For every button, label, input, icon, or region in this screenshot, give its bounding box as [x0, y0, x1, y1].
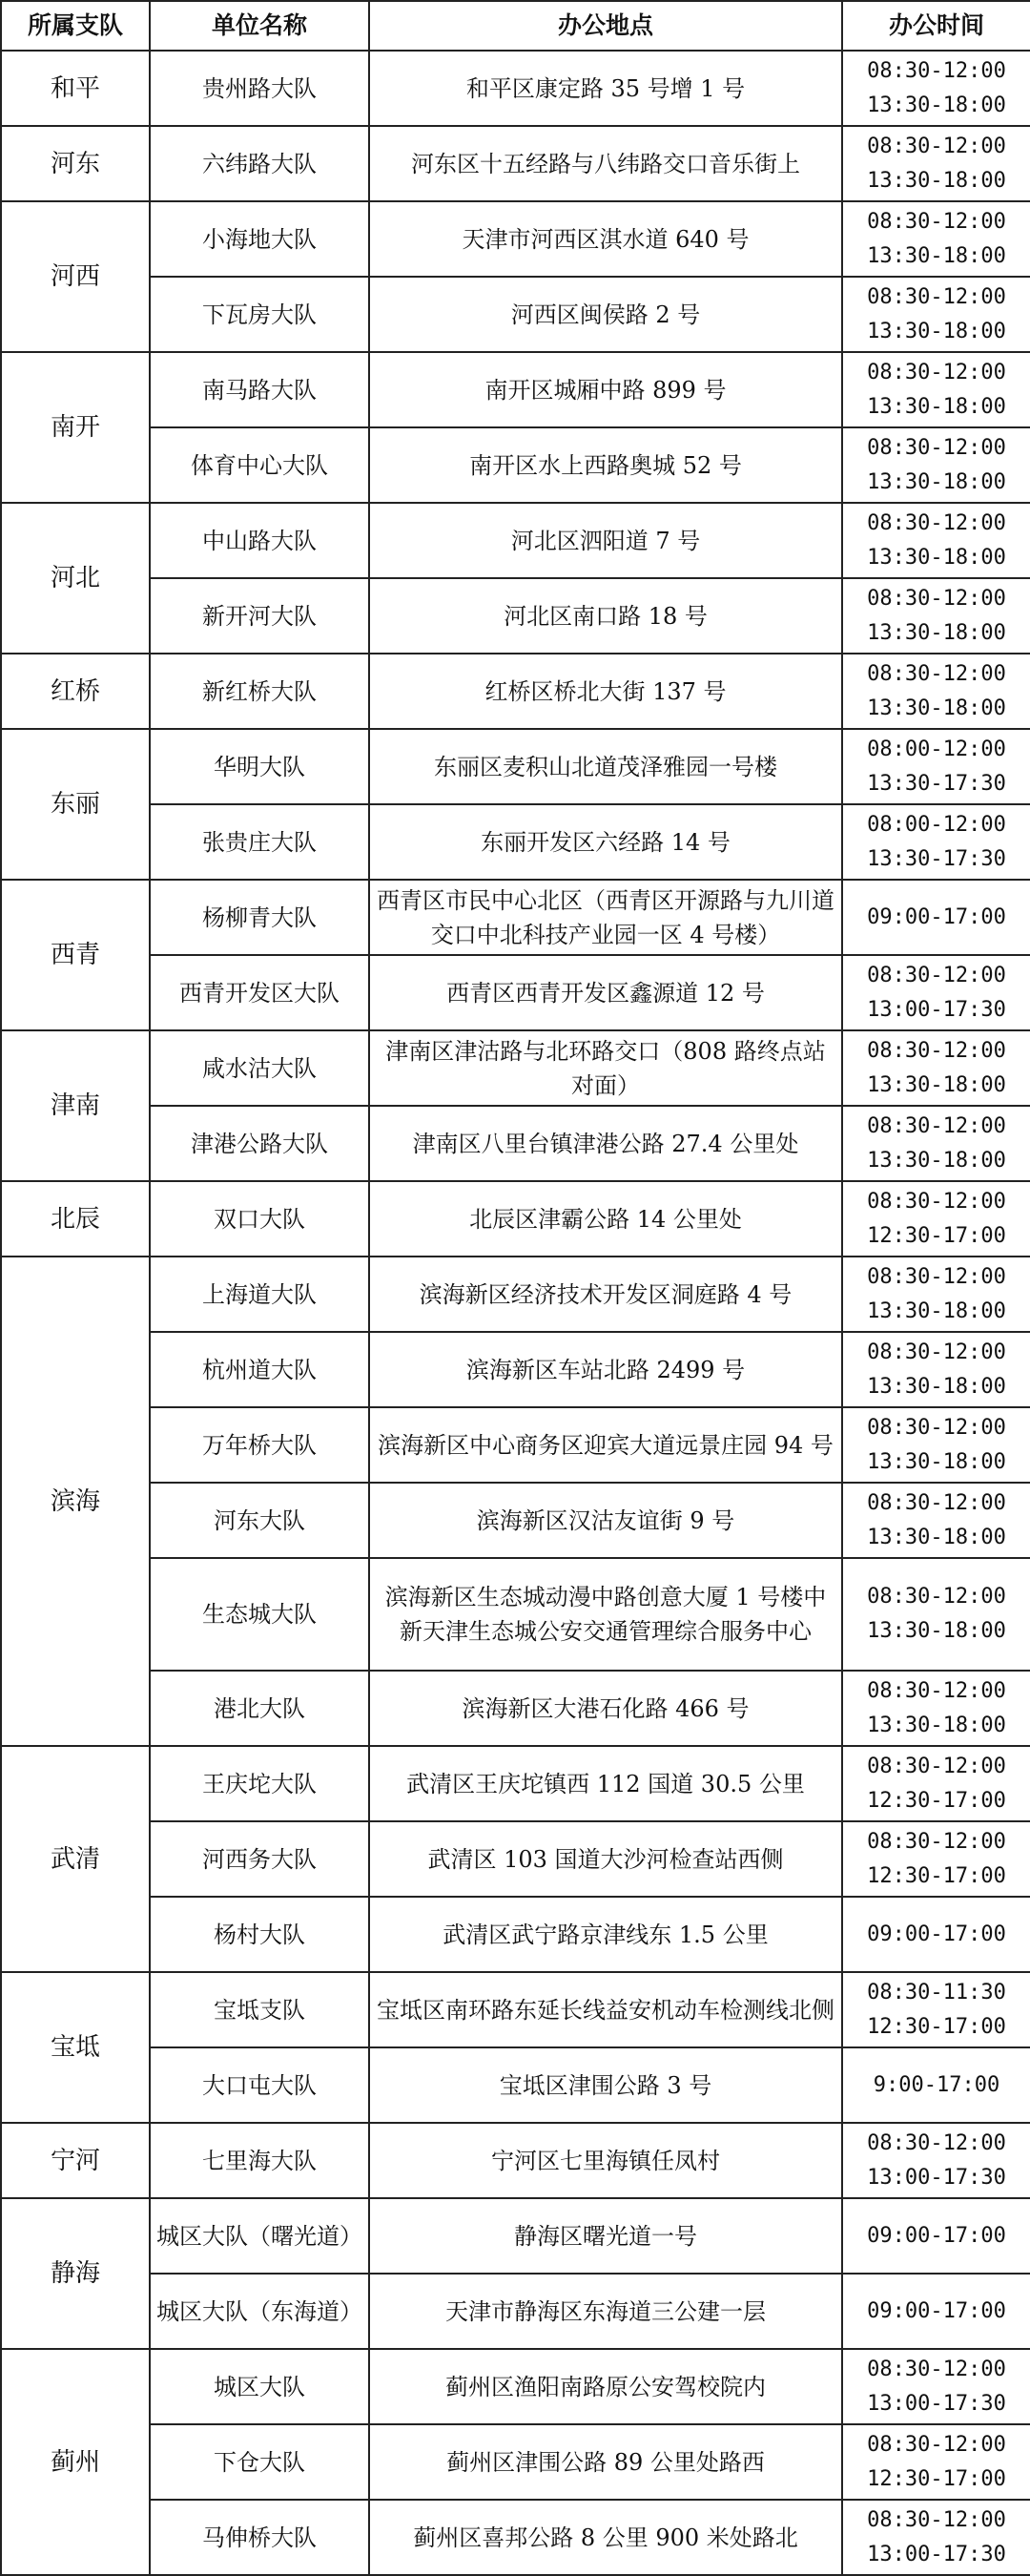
hours-line: 08:30-12:00: [867, 1415, 1006, 1440]
table-row: [1, 1106, 1030, 1181]
hours-line: 08:30-12:00: [867, 1340, 1006, 1364]
hours-line: 13:30-18:00: [867, 620, 1006, 645]
table-row: [1, 1746, 1030, 1821]
table-row: [1, 201, 1030, 277]
unit-name-cell: 华明大队: [150, 729, 369, 804]
table-row: [1, 2123, 1030, 2198]
address-cell: 静海区曙光道一号: [369, 2198, 842, 2274]
address-cell: 宝坻区南环路东延长线益安机动车检测线北侧: [369, 1972, 842, 2047]
branch-cell: 北辰: [1, 1181, 150, 1257]
hours-cell: [842, 654, 1030, 729]
hours-cell: [842, 126, 1030, 201]
unit-name-cell: 大口屯大队: [150, 2047, 369, 2123]
table-row: [1, 578, 1030, 654]
hours-cell: [842, 955, 1030, 1030]
unit-name-cell: 港北大队: [150, 1671, 369, 1746]
table-row: [1, 1897, 1030, 1972]
hours-cell: [842, 1181, 1030, 1257]
table-row: [1, 2198, 1030, 2274]
hours-line: 13:30-18:00: [867, 545, 1006, 570]
hours-line: 08:30-11:30: [867, 1980, 1006, 2005]
unit-name-cell: 体育中心大队: [150, 427, 369, 503]
unit-name-cell: 贵州路大队: [150, 51, 369, 126]
hours-cell: [842, 1746, 1030, 1821]
table-row: [1, 1972, 1030, 2047]
hours-line: 13:00-17:30: [867, 2391, 1006, 2416]
branch-cell: 西青: [1, 880, 150, 1030]
hours-cell: [842, 1407, 1030, 1483]
table-row: [1, 2047, 1030, 2123]
hours-line: 13:30-18:00: [867, 243, 1006, 268]
unit-name-cell: 城区大队（东海道）: [150, 2274, 369, 2349]
hours-line: 08:30-12:00: [867, 1490, 1006, 1515]
branch-cell: 和平: [1, 51, 150, 126]
hours-cell: [842, 1332, 1030, 1407]
table-row: [1, 1181, 1030, 1257]
table-row: [1, 1558, 1030, 1671]
hours-line: 08:30-12:00: [867, 1113, 1006, 1138]
hours-line: 08:30-12:00: [867, 2357, 1006, 2381]
hours-cell: [842, 1671, 1030, 1746]
branch-cell: 河东: [1, 126, 150, 201]
hours-line: 08:00-12:00: [867, 812, 1006, 837]
address-cell: 和平区康定路 35 号增 1 号: [369, 51, 842, 126]
hours-line: 13:30-18:00: [867, 1072, 1006, 1097]
hours-line: 12:30-17:00: [867, 2466, 1006, 2491]
hours-line: 08:30-12:00: [867, 1678, 1006, 1703]
branch-cell: 河北: [1, 503, 150, 654]
table-row: [1, 654, 1030, 729]
address-cell: 滨海新区大港石化路 466 号: [369, 1671, 842, 1746]
table-row: [1, 804, 1030, 880]
hours-line: 08:30-12:00: [867, 1585, 1006, 1609]
table-row: [1, 2500, 1030, 2575]
table-row: [1, 51, 1030, 126]
hours-cell: [842, 1257, 1030, 1332]
unit-name-cell: 咸水沽大队: [150, 1030, 369, 1106]
address-cell: 武清区武宁路京津线东 1.5 公里: [369, 1897, 842, 1972]
hours-cell: [842, 2424, 1030, 2500]
hours-line: 13:30-18:00: [867, 1449, 1006, 1474]
hours-cell: [842, 1483, 1030, 1558]
unit-name-cell: 宝坻支队: [150, 1972, 369, 2047]
unit-name-cell: 双口大队: [150, 1181, 369, 1257]
hours-cell: [842, 578, 1030, 654]
address-cell: 蓟州区津围公路 89 公里处路西: [369, 2424, 842, 2500]
table-row: [1, 1483, 1030, 1558]
unit-name-cell: 下瓦房大队: [150, 277, 369, 352]
unit-name-cell: 河西务大队: [150, 1821, 369, 1897]
hours-cell: [842, 1558, 1030, 1671]
address-cell: 河西区闽侯路 2 号: [369, 277, 842, 352]
unit-name-cell: 万年桥大队: [150, 1407, 369, 1483]
unit-name-cell: 中山路大队: [150, 503, 369, 578]
unit-name-cell: 上海道大队: [150, 1257, 369, 1332]
hours-cell: [842, 352, 1030, 427]
hours-cell: [842, 1972, 1030, 2047]
hours-line: 13:30-18:00: [867, 1525, 1006, 1549]
address-cell: 南开区水上西路奥城 52 号: [369, 427, 842, 503]
unit-name-cell: 新红桥大队: [150, 654, 369, 729]
hours-line: 08:30-12:00: [867, 1264, 1006, 1289]
hours-line: 13:30-18:00: [867, 1713, 1006, 1737]
header-branch: 所属支队: [1, 1, 150, 51]
header-unit: 单位名称: [150, 1, 369, 51]
branch-cell: 南开: [1, 352, 150, 503]
unit-name-cell: 城区大队: [150, 2349, 369, 2424]
hours-line: 13:30-18:00: [867, 1619, 1006, 1643]
hours-line: 12:30-17:00: [867, 1788, 1006, 1813]
hours-line: 13:30-17:30: [867, 771, 1006, 796]
branch-cell: 津南: [1, 1030, 150, 1181]
address-cell: 滨海新区汉沽友谊街 9 号: [369, 1483, 842, 1558]
hours-line: 13:30-18:00: [867, 168, 1006, 193]
table-row: [1, 427, 1030, 503]
hours-line: 08:30-12:00: [867, 586, 1006, 611]
hours-line: 9:00-17:00: [873, 2072, 1000, 2097]
hours-line: 13:30-18:00: [867, 1148, 1006, 1173]
address-cell: 宝坻区津围公路 3 号: [369, 2047, 842, 2123]
table-row: [1, 1671, 1030, 1746]
header-row: [1, 1, 1030, 51]
hours-line: 08:30-12:00: [867, 284, 1006, 309]
hours-line: 08:00-12:00: [867, 737, 1006, 761]
hours-line: 08:30-12:00: [867, 1829, 1006, 1854]
hours-line: 08:30-12:00: [867, 134, 1006, 158]
hours-line: 08:30-12:00: [867, 1189, 1006, 1214]
hours-cell: [842, 1821, 1030, 1897]
table-row: [1, 880, 1030, 955]
hours-cell: [842, 2500, 1030, 2575]
hours-line: 13:00-17:30: [867, 2165, 1006, 2190]
branch-cell: 宁河: [1, 2123, 150, 2198]
hours-cell: [842, 2349, 1030, 2424]
address-cell: 东丽开发区六经路 14 号: [369, 804, 842, 880]
hours-line: 08:30-12:00: [867, 209, 1006, 234]
table-row: [1, 2349, 1030, 2424]
unit-name-cell: 杨柳青大队: [150, 880, 369, 955]
hours-line: 09:00-17:00: [867, 904, 1006, 929]
unit-name-cell: 七里海大队: [150, 2123, 369, 2198]
hours-line: 08:30-12:00: [867, 58, 1006, 83]
hours-cell: [842, 1106, 1030, 1181]
table-row: [1, 1257, 1030, 1332]
unit-name-cell: 杨村大队: [150, 1897, 369, 1972]
address-cell: 蓟州区喜邦公路 8 公里 900 米处路北: [369, 2500, 842, 2575]
hours-line: 08:30-12:00: [867, 661, 1006, 686]
table-row: [1, 126, 1030, 201]
unit-name-cell: 南马路大队: [150, 352, 369, 427]
table-row: [1, 2424, 1030, 2500]
branch-cell: 静海: [1, 2198, 150, 2349]
hours-line: 13:30-18:00: [867, 93, 1006, 117]
hours-cell: [842, 277, 1030, 352]
hours-line: 13:00-17:30: [867, 2542, 1006, 2566]
hours-cell: [842, 2123, 1030, 2198]
address-cell: 红桥区桥北大街 137 号: [369, 654, 842, 729]
hours-line: 12:30-17:00: [867, 1223, 1006, 1248]
hours-line: 12:30-17:00: [867, 2014, 1006, 2039]
unit-name-cell: 城区大队（曙光道）: [150, 2198, 369, 2274]
table-row: [1, 1332, 1030, 1407]
unit-name-cell: 下仓大队: [150, 2424, 369, 2500]
address-cell: 滨海新区经济技术开发区洞庭路 4 号: [369, 1257, 842, 1332]
unit-name-cell: 生态城大队: [150, 1558, 369, 1671]
branch-cell: 东丽: [1, 729, 150, 880]
hours-cell: [842, 1030, 1030, 1106]
unit-name-cell: 马伸桥大队: [150, 2500, 369, 2575]
table-row: [1, 1821, 1030, 1897]
hours-line: 13:30-18:00: [867, 469, 1006, 494]
address-cell: 津南区八里台镇津港公路 27.4 公里处: [369, 1106, 842, 1181]
header-address: 办公地点: [369, 1, 842, 51]
header-hours: 办公时间: [842, 1, 1030, 51]
unit-name-cell: 河东大队: [150, 1483, 369, 1558]
address-cell: 西青区市民中心北区（西青区开源路与九川道交口中北科技产业园一区 4 号楼）: [369, 880, 842, 955]
address-cell: 天津市静海区东海道三公建一层: [369, 2274, 842, 2349]
hours-cell: [842, 2198, 1030, 2274]
hours-cell: [842, 427, 1030, 503]
hours-line: 09:00-17:00: [867, 2223, 1006, 2248]
hours-line: 13:30-18:00: [867, 1298, 1006, 1323]
hours-line: 08:30-12:00: [867, 1038, 1006, 1063]
address-cell: 天津市河西区淇水道 640 号: [369, 201, 842, 277]
hours-cell: [842, 2047, 1030, 2123]
hours-line: 08:30-12:00: [867, 2507, 1006, 2532]
address-cell: 西青区西青开发区鑫源道 12 号: [369, 955, 842, 1030]
address-cell: 宁河区七里海镇任凤村: [369, 2123, 842, 2198]
branch-cell: 武清: [1, 1746, 150, 1972]
hours-line: 09:00-17:00: [867, 1922, 1006, 1946]
unit-name-cell: 六纬路大队: [150, 126, 369, 201]
address-cell: 武清区王庆坨镇西 112 国道 30.5 公里: [369, 1746, 842, 1821]
hours-cell: [842, 2274, 1030, 2349]
hours-line: 13:30-18:00: [867, 319, 1006, 343]
address-cell: 河东区十五经路与八纬路交口音乐街上: [369, 126, 842, 201]
address-cell: 北辰区津霸公路 14 公里处: [369, 1181, 842, 1257]
address-cell: 南开区城厢中路 899 号: [369, 352, 842, 427]
branch-cell: 河西: [1, 201, 150, 352]
unit-name-cell: 西青开发区大队: [150, 955, 369, 1030]
table-row: [1, 2274, 1030, 2349]
hours-line: 09:00-17:00: [867, 2298, 1006, 2323]
hours-line: 13:30-17:30: [867, 846, 1006, 871]
hours-cell: [842, 1897, 1030, 1972]
table-row: [1, 729, 1030, 804]
table-row: [1, 1030, 1030, 1106]
unit-name-cell: 小海地大队: [150, 201, 369, 277]
hours-line: 13:30-18:00: [867, 394, 1006, 419]
table-body: [1, 51, 1030, 2575]
address-cell: 武清区 103 国道大沙河检查站西侧: [369, 1821, 842, 1897]
unit-name-cell: 王庆坨大队: [150, 1746, 369, 1821]
hours-cell: [842, 503, 1030, 578]
hours-line: 08:30-12:00: [867, 2130, 1006, 2155]
hours-line: 13:30-18:00: [867, 1374, 1006, 1399]
unit-name-cell: 津港公路大队: [150, 1106, 369, 1181]
address-cell: 河北区泗阳道 7 号: [369, 503, 842, 578]
address-cell: 蓟州区渔阳南路原公安驾校院内: [369, 2349, 842, 2424]
address-cell: 滨海新区生态城动漫中路创意大厦 1 号楼中新天津生态城公安交通管理综合服务中心: [369, 1558, 842, 1671]
hours-line: 08:30-12:00: [867, 435, 1006, 460]
hours-cell: [842, 880, 1030, 955]
table-row: [1, 1407, 1030, 1483]
branch-cell: 红桥: [1, 654, 150, 729]
address-cell: 东丽区麦积山北道茂泽雅园一号楼: [369, 729, 842, 804]
table-row: [1, 503, 1030, 578]
table-row: [1, 277, 1030, 352]
hours-cell: [842, 51, 1030, 126]
hours-line: 12:30-17:00: [867, 1863, 1006, 1888]
hours-line: 08:30-12:00: [867, 1754, 1006, 1778]
hours-line: 08:30-12:00: [867, 510, 1006, 535]
hours-cell: [842, 729, 1030, 804]
address-cell: 河北区南口路 18 号: [369, 578, 842, 654]
address-cell: 滨海新区车站北路 2499 号: [369, 1332, 842, 1407]
unit-name-cell: 新开河大队: [150, 578, 369, 654]
hours-cell: [842, 804, 1030, 880]
hours-line: 13:30-18:00: [867, 696, 1006, 720]
branch-cell: 宝坻: [1, 1972, 150, 2123]
table-row: [1, 352, 1030, 427]
hours-line: 08:30-12:00: [867, 360, 1006, 384]
branch-cell: 蓟州: [1, 2349, 150, 2575]
address-cell: 津南区津沽路与北环路交口（808 路终点站对面）: [369, 1030, 842, 1106]
hours-line: 08:30-12:00: [867, 2432, 1006, 2457]
unit-name-cell: 张贵庄大队: [150, 804, 369, 880]
hours-cell: [842, 201, 1030, 277]
hours-line: 13:00-17:30: [867, 997, 1006, 1022]
address-cell: 滨海新区中心商务区迎宾大道远景庄园 94 号: [369, 1407, 842, 1483]
branch-cell: 滨海: [1, 1257, 150, 1746]
table-row: [1, 955, 1030, 1030]
hours-line: 08:30-12:00: [867, 963, 1006, 987]
unit-name-cell: 杭州道大队: [150, 1332, 369, 1407]
